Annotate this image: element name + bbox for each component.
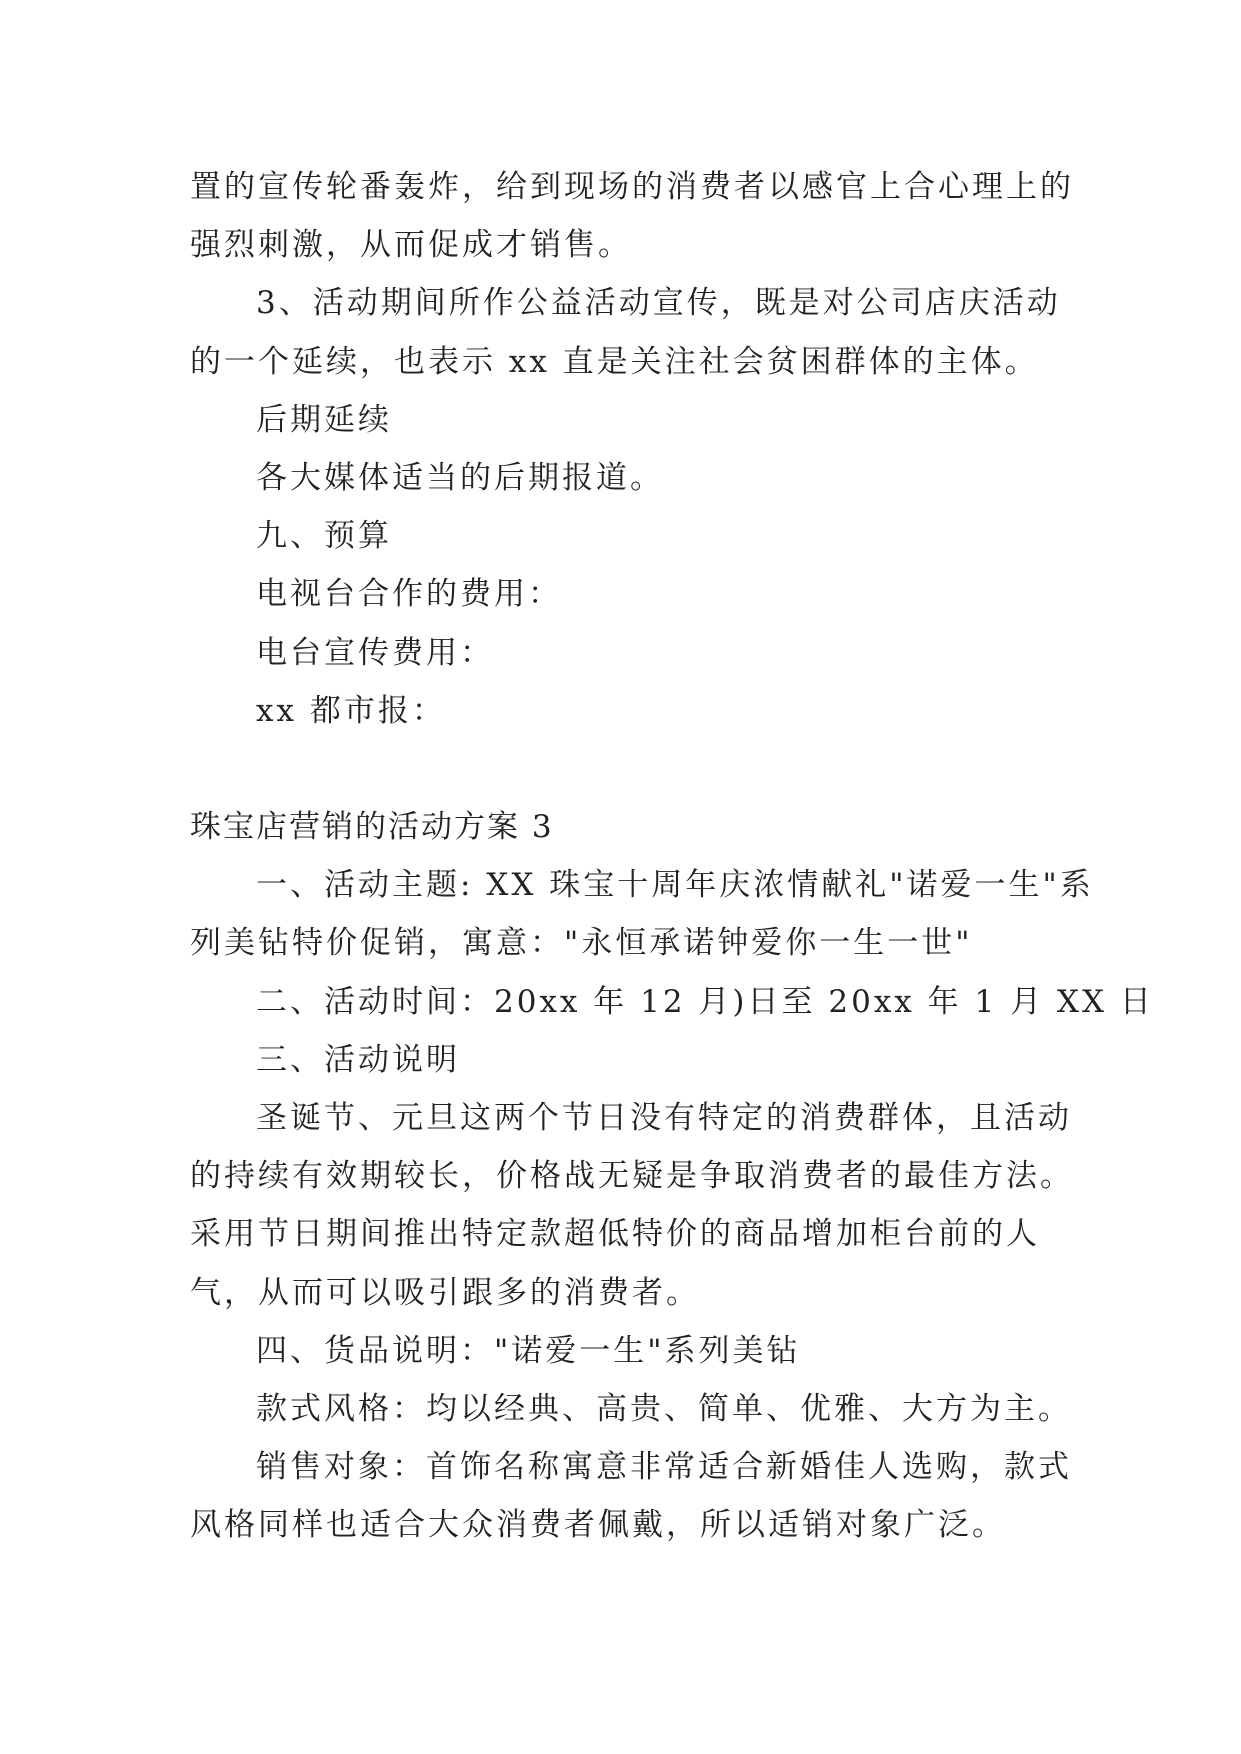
paragraph-line: 销售对象：首饰名称寓意非常适合新婚佳人选购，款式 bbox=[256, 1449, 1072, 1486]
paragraph-line: 采用节日期间推出特定款超低特价的商品增加柜台前的人 bbox=[190, 1216, 1040, 1253]
subheading: 三、活动说明 bbox=[256, 1041, 460, 1078]
paragraph-line: 强烈刺激，从而促成才销售。 bbox=[190, 227, 632, 264]
paragraph-line: 的持续有效期较长，价格战无疑是争取消费者的最佳方法。 bbox=[190, 1158, 1074, 1195]
paragraph-line: 列美钻特价促销，寓意："永恒承诺钟爱你一生一世" bbox=[190, 925, 973, 962]
paragraph-line: 气，从而可以吸引跟多的消费者。 bbox=[190, 1274, 700, 1311]
paragraph-line: 各大媒体适当的后期报道。 bbox=[256, 459, 664, 496]
paragraph-line: 3、活动期间所作公益活动宣传，既是对公司店庆活动 bbox=[256, 285, 1061, 322]
paragraph-line: 二、活动时间：20xx 年 12 月)日至 20xx 年 1 月 XX 日 bbox=[256, 983, 1154, 1020]
paragraph-line: 的一个延续，也表示 xx 直是关注社会贫困群体的主体。 bbox=[190, 343, 1039, 380]
paragraph-line: 款式风格：均以经典、高贵、简单、优雅、大方为主。 bbox=[256, 1390, 1072, 1427]
budget-item: 电视台合作的费用： bbox=[256, 576, 562, 613]
budget-item: xx 都市报： bbox=[256, 692, 446, 729]
paragraph-line: 圣诞节、元旦这两个节日没有特定的消费群体，且活动 bbox=[256, 1100, 1072, 1136]
subheading: 后期延续 bbox=[256, 401, 392, 438]
paragraph-line: 风格同样也适合大众消费者佩戴，所以适销对象广泛。 bbox=[190, 1507, 1006, 1544]
blank-line bbox=[190, 740, 1070, 798]
paragraph-line: 置的宣传轮番轰炸，给到现场的消费者以感官上合心理上的 bbox=[190, 169, 1074, 205]
section-title: 珠宝店营销的活动方案 3 bbox=[190, 809, 554, 846]
document-body bbox=[190, 158, 1154, 1555]
budget-item: 电台宣传费用： bbox=[256, 634, 494, 671]
paragraph-line: 一、活动主题: XX 珠宝十周年庆浓情献礼"诺爱一生"系 bbox=[256, 867, 1094, 904]
paragraph-line: 四、货品说明："诺爱一生"系列美钻 bbox=[256, 1332, 801, 1369]
subheading: 九、预算 bbox=[256, 518, 392, 555]
